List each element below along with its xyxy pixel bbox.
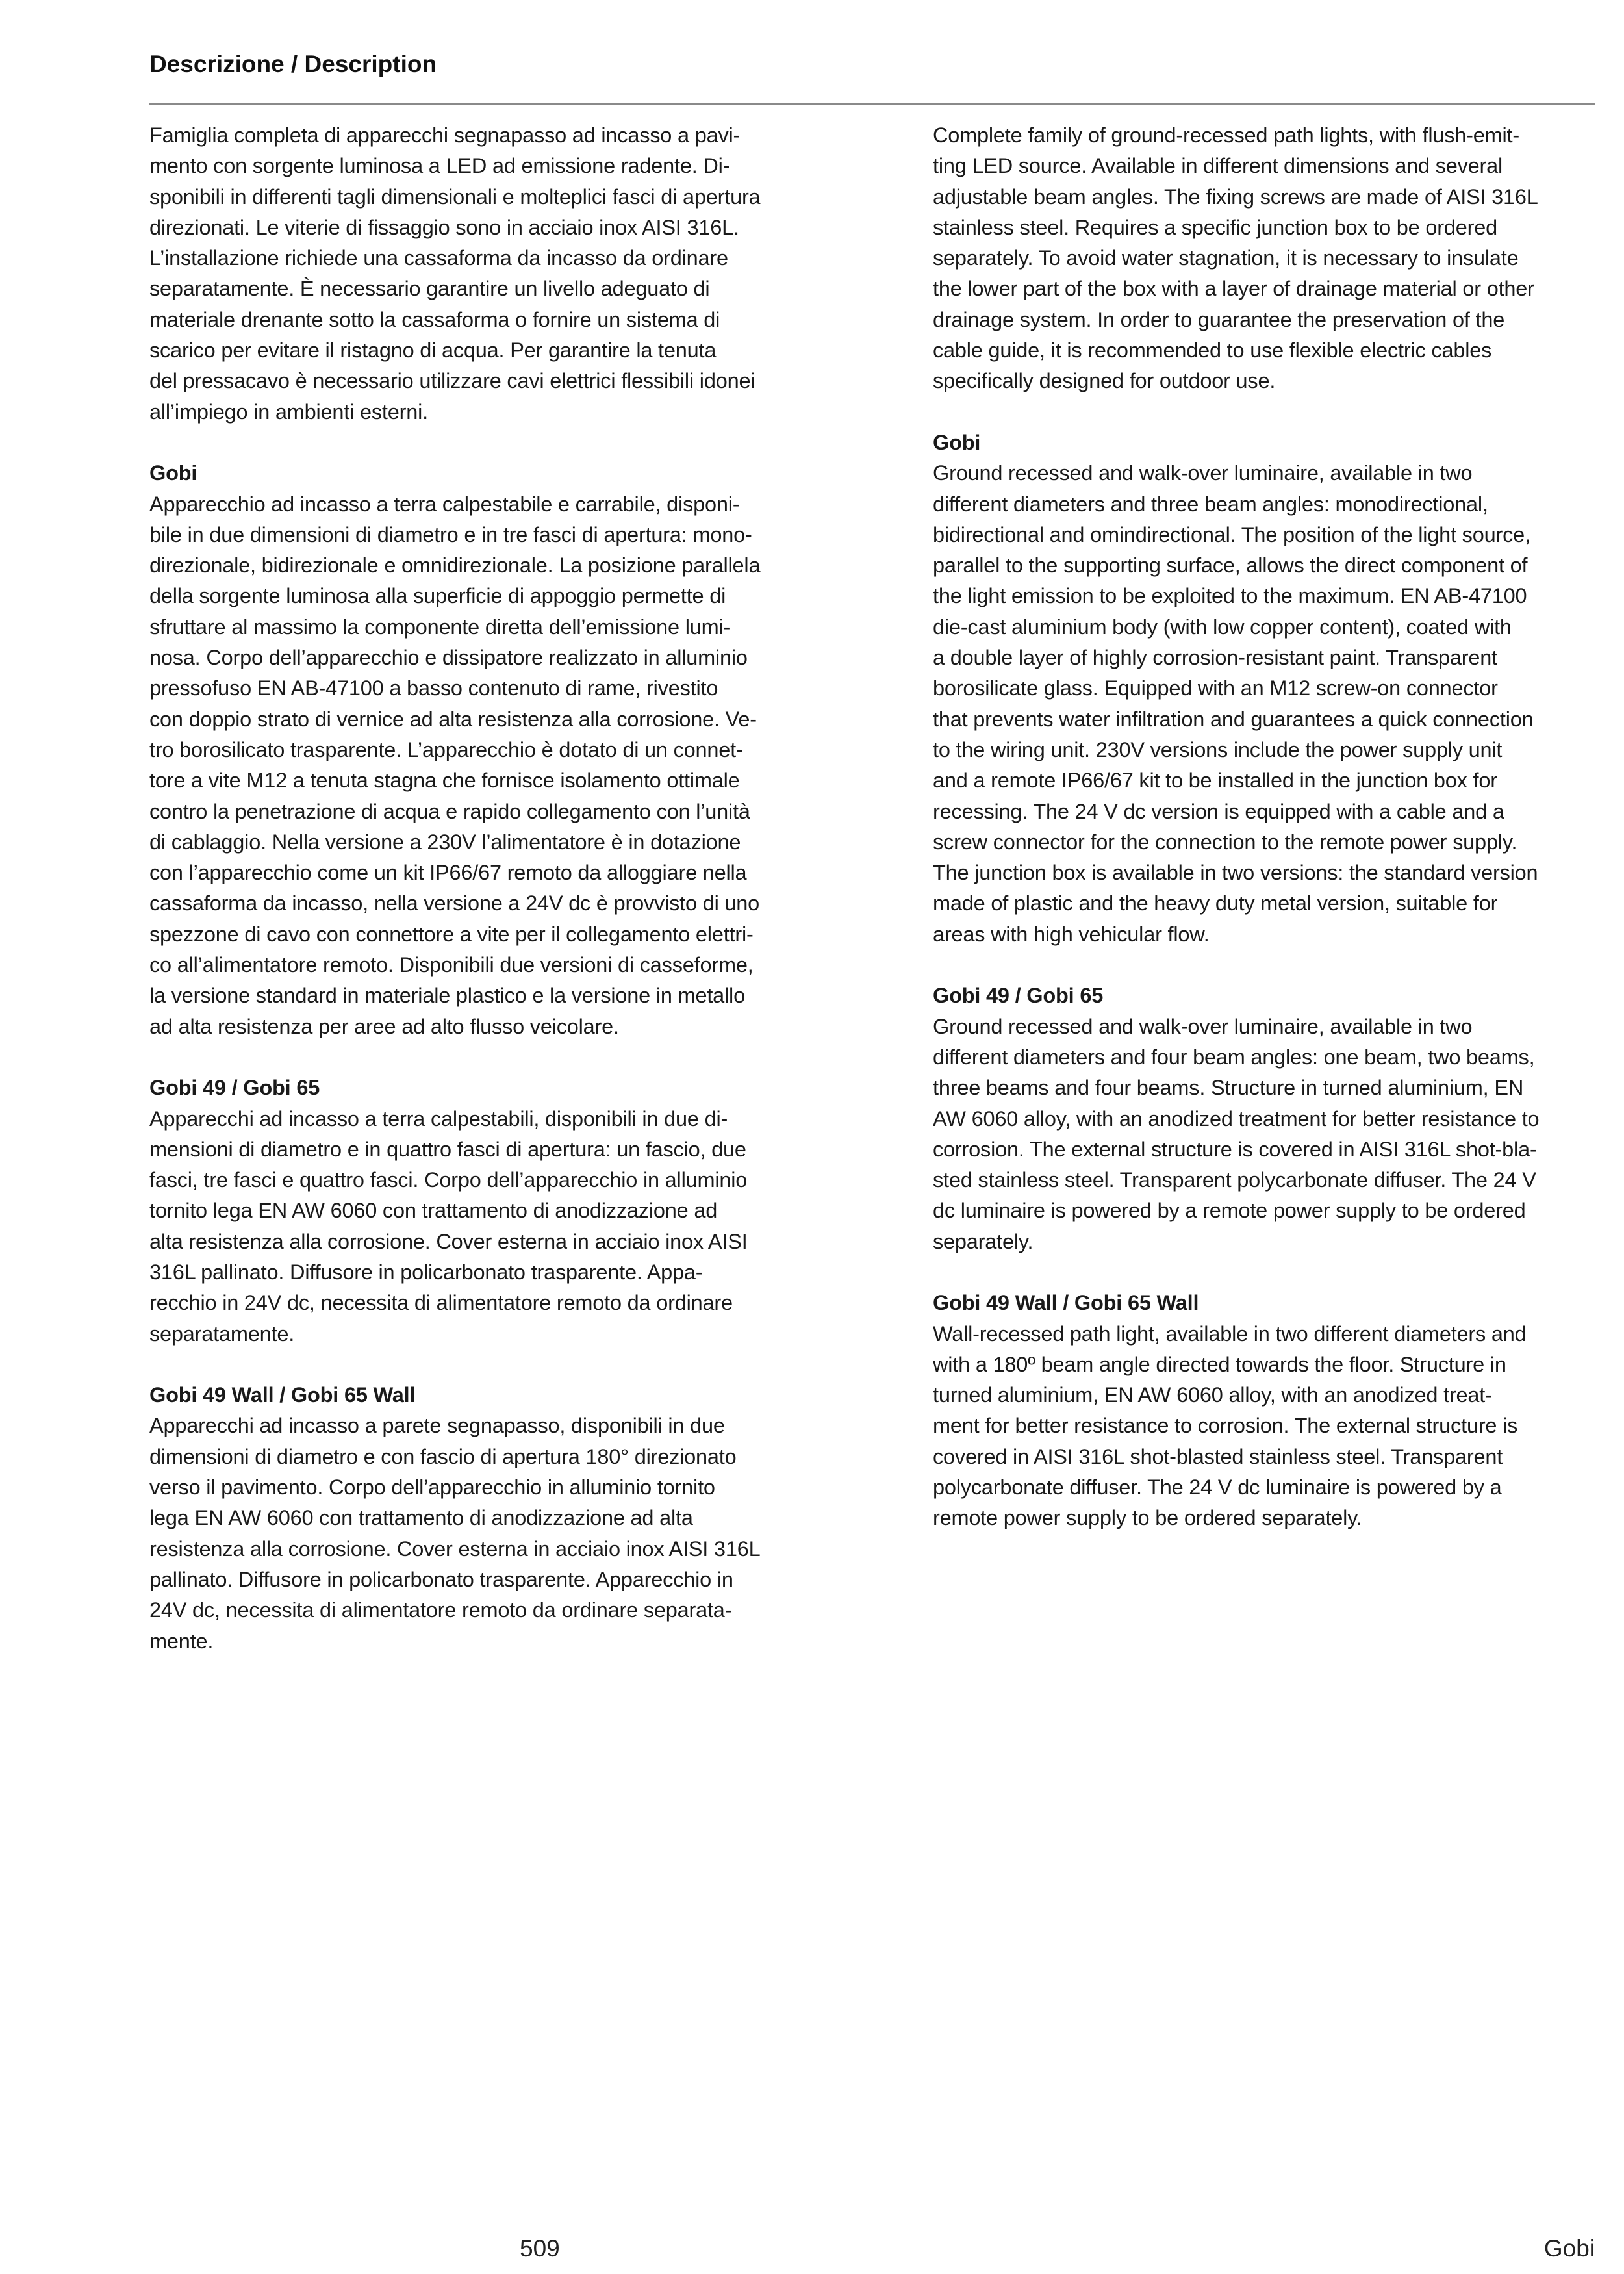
section-text: Apparecchi ad incasso a parete segnapasso, disponibili in due dimensioni di diametro e con fascio di apertura 180° direzionato verso il pavimento. Corpo dell’apparecchio in alluminio tornito lega EN AW 6060 con trattamento di anodizzazione ad alta resistenza alla corrosione. Cover esterna in acciaio inox AISI 316L pallinato. Diffusore in policarbonato trasparente. Apparecchio in 24V dc, necessita di alimentatore remoto da ordinare separata- mente. [149,1414,761,1653]
section-text: Ground recessed and walk-over luminaire, available in two different diameters and four beam angles: one beam, two beams, three beams and four beams. Structure in turned aluminium, EN AW 6060 alloy, with an anodized treatment for better resistance to corrosion. The external structure is covered in AISI 316L shot-bla- sted stainless steel. Transparent polycarbonate diffuser. The 24 V dc luminaire is powered by a remote power supply to be ordered separately. [933,1014,1540,1253]
section-heading: Gobi 49 Wall / Gobi 65 Wall [933,1291,1199,1315]
section-heading: Gobi 49 Wall / Gobi 65 Wall [149,1383,416,1407]
section-heading: Gobi [149,461,197,485]
intro-paragraph: Complete family of ground-recessed path lights, with flush-emit- ting LED source. Available in different dimensions and several adjustable beam angles. The fixing screws are made of AISI 316L stainless steel. Requires a specific junction box to be ordered separately. To avoid water stagnation, it is necessary to insulate the lower part of the box with a layer of drainage material or other drainage system. In order to guarantee the preservation of the cable guide, it is recommended to use flexible electric cables specifically designed for outdoor use. [933,123,1538,393]
section-heading: Gobi [933,430,981,454]
section-text: Wall-recessed path light, available in two different diameters and with a 180º beam angle directed towards the floor. Structure in turned aluminium, EN AW 6060 alloy, with an anodized treat- ment for better resistance to corrosion. The external structure is covered in AISI 316L shot-blasted stainless steel. Transparent polycarbonate diffuser. The 24 V dc luminaire is powered by a remote power supply to be ordered separately. [933,1322,1527,1530]
page-title: Descrizione / Description [149,51,437,77]
section-text: Apparecchio ad incasso a terra calpestabile e carrabile, disponi- bile in due dimensioni di diametro e in tre fasci di apertura: mono- direzionale, bidirezionale e omnidirezionale. La posizione parallela della sorgente luminosa alla superficie di appoggio permette di sfruttare al massimo la componente diretta dell’emissione lumi- nosa. Corpo dell’apparecchio e dissipatore realizzato in alluminio pressofuso EN AB-47100 a basso contenuto di rame, rivestito con doppio strato di vernice ad alta resistenza alla corrosione. Ve- tro borosilicato trasparente. L’apparecchio è dotato di un connet- tore a vite M12 a tenuta stagna che fornisce isolamento ottimale contro la penetrazione di acqua e rapido collegamento con l’unità di cablaggio. Nella versione a 230V l’alimentatore è in dotazione con l’apparecchio come un kit IP66/67 remoto da alloggiare nella cassaforma da incasso, nella versione a 24V dc è provvisto di uno spezzone di cavo con connettore a vite per il collegamento elettri- co all’alimentatore remoto. Disponibili due versioni di casseforme, la versione standard in materiale plastico e la versione in metallo ad alta resistenza per aree ad alto flusso veicolare. [149,492,761,1038]
footer-section-title: Gobi [1543,2235,1595,2262]
section-heading: Gobi 49 / Gobi 65 [933,984,1104,1008]
section-text: Apparecchi ad incasso a terra calpestabili, disponibili in due di- mensioni di diametro e in quattro fasci di apertura: un fascio, due fasci, tre fasci e quattro fasci. Corpo dell’apparecchio in alluminio tornito lega EN AW 6060 con trattamento di anodizzazione ad alta resistenza alla corrosione. Cover esterna in acciaio inox AISI 316L pallinato. Diffusore in policarbonato trasparente. Appa- recchio in 24V dc, necessita di alimentatore remoto da ordinare separatamente. [149,1106,748,1346]
intro-paragraph: Famiglia completa di apparecchi segnapasso ad incasso a pavi- mento con sorgente luminosa a LED ad emissione radente. Di- sponibili in differenti tagli dimensionali e molteplici fasci di apertura direzionati. Le viterie di fissaggio sono in acciaio inox AISI 316L. L’installazione richiede una cassaforma da incasso da ordinare separatamente. È necessario garantire un livello adeguato di materiale drenante sotto la cassaforma o fornire un sistema di scarico per evitare il ristagno di acqua. Per garantire la tenuta del pressacavo è necessario utilizzare cavi elettrici flessibili idonei all’impiego in ambienti esterni. [149,123,761,424]
italian-description-column [149,120,818,1687]
section-text: Ground recessed and walk-over luminaire, available in two different diameters and three beam angles: monodirectional, bidirectional and omindirectional. The position of the light source, parallel to the supporting surface, allows the direct component of the light emission to be exploited to the maximum. EN AB-47100 die-cast aluminium body (with low copper content), coated with a double layer of highly corrosion-resistant paint. Transparent borosilicate glass. Equipped with an M12 screw-on connector that prevents water infiltration and guarantees a quick connection to the wiring unit. 230V versions include the power supply unit and a remote IP66/67 kit to be installed in the junction box for recessing. The 24 V dc version is equipped with a cable and a screw connector for the connection to the remote power supply. The junction box is available in two versions: the standard version made of plastic and the heavy duty metal version, suitable for areas with high vehicular flow. [933,461,1538,946]
page-number: 509 [520,2235,560,2262]
header-divider [149,103,1595,105]
section-heading: Gobi 49 / Gobi 65 [149,1076,320,1100]
english-description-column [933,120,1602,1565]
